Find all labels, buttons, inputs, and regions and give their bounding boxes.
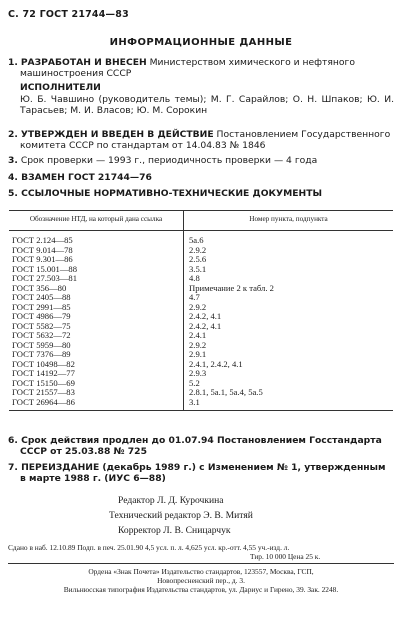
editor-credit: Редактор Л. Д. Курочкина: [118, 495, 224, 506]
table-header-row: [9, 211, 393, 231]
section-7-number: 7.: [8, 462, 18, 473]
section-6-text: Срок действия продлен до 01.07.94 Постановлением Госстандарта СССР от 25.03.88 № 725: [20, 435, 382, 458]
imprint-divider: [8, 563, 394, 564]
table-cell-doc: ГОСТ 4986—79: [12, 311, 71, 321]
table-cell-clause: 2.9.1: [189, 349, 207, 359]
section-1-heading: РАЗРАБОТАН И ВНЕСЕН: [20, 57, 147, 68]
section-6-number: 6.: [8, 435, 18, 446]
section-1-subheading: ИСПОЛНИТЕЛИ: [20, 81, 101, 93]
table-cell-doc: ГОСТ 14192—77: [12, 368, 75, 378]
section-6: [8, 435, 394, 458]
table-cell-clause: 5.2: [189, 377, 200, 388]
table-cell-doc: ГОСТ 9.301—86: [12, 254, 73, 264]
table-cell-clause: Примечание 2 к табл. 2: [189, 282, 274, 293]
section-1-text: Министерством химического и нефтяного машиностроения СССР: [20, 57, 355, 80]
tech-editor-credit: Технический редактор Э. В. Митяй: [109, 510, 253, 521]
clause-column: [184, 231, 394, 411]
table-cell-clause: 2.9.3: [189, 368, 207, 378]
section-2-text: Постановлением Государственного комитета СССР по стандартам от 14.04.83 № 1846: [20, 129, 391, 152]
table-cell-doc: ГОСТ 2.124—85: [12, 235, 73, 245]
table-cell-clause: 4.7: [189, 292, 200, 302]
table-cell-doc: ГОСТ 10498—82: [12, 358, 75, 369]
doc-column: [9, 231, 184, 411]
table-cell-clause: 2.4.1: [189, 330, 207, 340]
table-cell-clause: 2.8.1, 5а.1, 5а.4, 5а.5: [189, 387, 263, 397]
table-cell-clause: 2.9.2: [189, 244, 207, 255]
table-cell-doc: ГОСТ 5582—75: [12, 320, 71, 331]
section-2-heading: УТВЕРЖДЕН И ВВЕДЕН В ДЕЙСТВИЕ: [20, 129, 214, 140]
table-cell-clause: 2.9.2: [189, 301, 207, 312]
table-body: [9, 231, 393, 411]
imprint-line-5: Вильнюсская типография Издательства стандартов, ул. Дариус и Гирено, 39. Зак. 2248.: [63, 585, 339, 594]
table-header-clause: Номер пункта, подпункта: [249, 215, 328, 223]
table-cell-doc: ГОСТ 7376—89: [12, 349, 71, 359]
imprint-line-4: Новопресненский пер., д. 3.: [157, 576, 245, 585]
section-2-number: 2.: [8, 129, 18, 140]
table-cell-clause: 2.4.1, 2.4.2, 4.1: [189, 358, 243, 369]
table-cell-doc: ГОСТ 27.503—81: [12, 273, 78, 283]
table-cell-doc: ГОСТ 2405—88: [12, 292, 71, 302]
imprint-line-2: Тир. 10 000 Цена 25 к.: [250, 552, 321, 561]
table-cell-clause: 4.8: [189, 273, 200, 283]
page-title: ИНФОРМАЦИОННЫЕ ДАННЫЕ: [109, 37, 293, 48]
table-cell-doc: ГОСТ 2991—85: [12, 301, 71, 312]
table-cell-clause: 5а.6: [189, 235, 204, 245]
section-1: [8, 57, 394, 116]
table-cell-doc: ГОСТ 5959—80: [12, 339, 71, 350]
imprint-line-3: Ордена «Знак Почета» Издательство стандартов, 123557, Москва, ГСП,: [88, 567, 314, 576]
section-1-people: Ю. Б. Чавшино (руководитель темы); М. Г. Сарайлов; О. Н. Шпаков; Ю. И. Тарасьев; М. И. Власов; Ю. М. Сорокин: [20, 93, 394, 117]
table-cell-doc: ГОСТ 356—80: [12, 282, 67, 293]
table-cell-clause: 2.9.2: [189, 339, 207, 350]
section-5-number: 5.: [8, 188, 18, 199]
section-3-text: Срок проверки — 1993 г., периодичность проверки — 4 года: [20, 155, 318, 166]
table-cell-clause: 3.1: [189, 396, 200, 407]
table-cell-clause: 2.4.2, 4.1: [189, 320, 222, 331]
section-3-number: 3.: [8, 155, 18, 166]
imprint-line-1: Сдано в наб. 12.10.89 Подп. в печ. 25.01.90 4,5 усл. п. л. 4,625 усл. кр.-отт. 4,55 уч.-изд. л.: [8, 543, 290, 552]
table-header-doc: Обозначение НТД, на который дана ссылка: [9, 211, 184, 231]
section-5: [8, 188, 394, 199]
section-4-number: 4.: [8, 172, 18, 183]
section-2: [8, 129, 394, 152]
section-4: [8, 172, 394, 183]
section-5-text: ССЫЛОЧНЫЕ НОРМАТИВНО-ТЕХНИЧЕСКИЕ ДОКУМЕНТЫ: [21, 188, 323, 199]
section-3: [8, 155, 394, 166]
table-cell-doc: ГОСТ 15150—69: [12, 377, 75, 388]
section-7-text: ПЕРЕИЗДАНИЕ (декабрь 1989 г.) с Изменением № 1, утвержденным в марте 1988 г. (ИУС 6—88): [20, 462, 386, 485]
corrector-credit: Корректор Л. В. Сницарчук: [118, 525, 231, 536]
table-cell-clause: 2.5.6: [189, 254, 207, 264]
section-4-text: ВЗАМЕН ГОСТ 21744—76: [21, 172, 152, 183]
table-cell-clause: 3.5.1: [189, 263, 207, 274]
table-cell-doc: ГОСТ 9.014—78: [12, 244, 73, 255]
table-cell-doc: ГОСТ 15.001—88: [12, 263, 78, 274]
page-header: С. 72 ГОСТ 21744—83: [8, 9, 129, 20]
section-7: [8, 462, 394, 485]
table-cell-doc: ГОСТ 26964—86: [12, 396, 75, 407]
reference-table: [9, 210, 393, 411]
section-1-number: 1.: [8, 57, 18, 68]
table-cell-clause: 2.4.2, 4.1: [189, 311, 222, 321]
table-cell-doc: ГОСТ 5632—72: [12, 330, 71, 340]
table-cell-doc: ГОСТ 21557—83: [12, 387, 75, 397]
